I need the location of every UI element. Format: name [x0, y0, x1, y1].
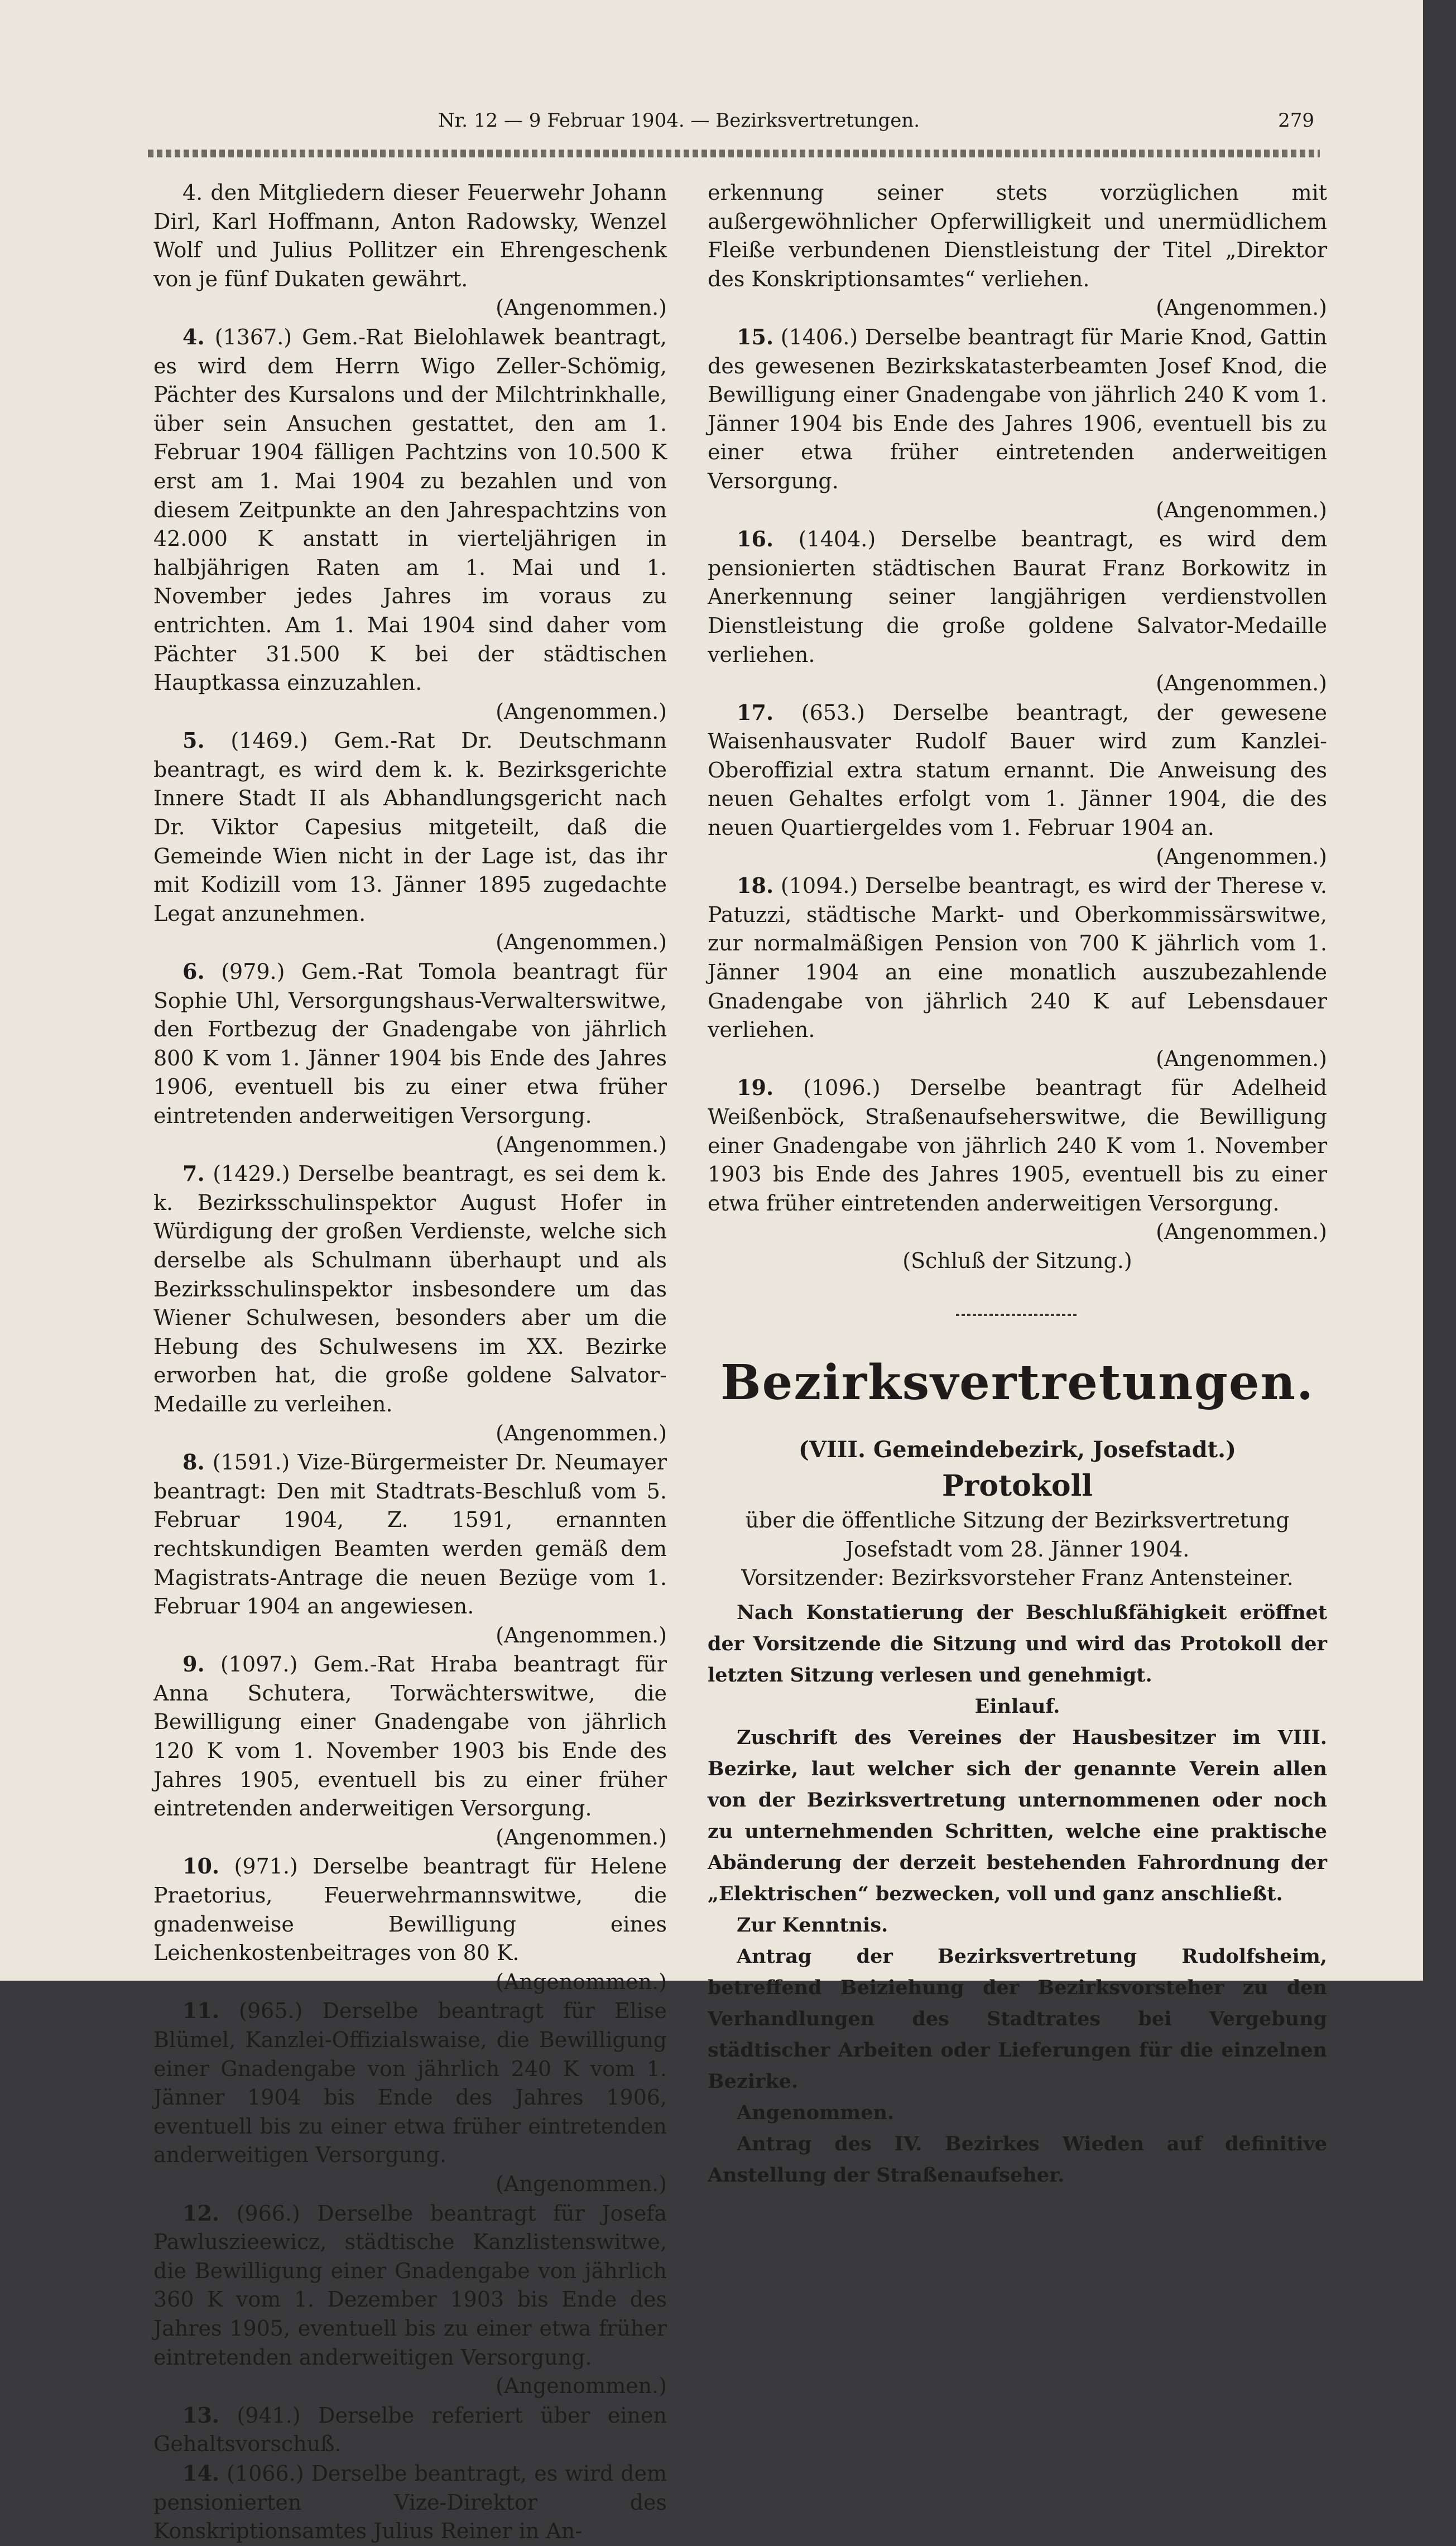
header-text: Nr. 12 — 9 Februar 1904. — Bezirksvertretungen.	[438, 109, 920, 132]
item-number: 7.	[182, 1161, 205, 1186]
opening-paragraph: Nach Konstatierung der Beschlußfähigkeit eröffnet der Vorsitzende die Sitzung und wird das Protokoll der letzten Sitzung verlesen und genehmigt.	[708, 1601, 1327, 1687]
paragraph-text: (941.) Derselbe referiert über einen Gehaltsvorschuß.	[153, 2403, 667, 2457]
status-accepted: (Angenommen.)	[496, 1622, 667, 1647]
status-accepted: (Angenommen.)	[1156, 1219, 1327, 1245]
paragraph-text: (1406.) Derselbe beantragt für Marie Knod, Gattin des gewesenen Bezirkskatasterbeamten Josef Knod, die Bewilligung einer Gnadengabe von jährlich 240 K vom 1. Jänner 1904 bis Ende des Jahres 1906, eventuell bis zu einer etwa früher eintretenden anderweitigen Versorgung.	[708, 324, 1327, 493]
item-number: 18.	[737, 873, 774, 899]
item-number: 8.	[182, 1449, 205, 1475]
district-heading: (VIII. Gemeindebezirk, Josefstadt.)	[799, 1436, 1236, 1463]
paragraph-text: (971.) Derselbe beantragt für Helene Praetorius, Feuerwehrmannswitwe, die gnadenweise Bewilligung eines Leichenkostenbeitrages von 80 K.	[153, 1854, 667, 1966]
paragraph-text: (1404.) Derselbe beantragt, es wird dem pensionierten städtischen Baurat Franz Borkowitz in Anerkennung seiner langjährigen verdienstvollen Dienstleistung die große goldene Salvator-Medaille verliehen.	[708, 527, 1327, 667]
protocol-subtitle: über die öffentliche Sitzung der Bezirksvertretung Josefstadt vom 28. Jänner 1904.	[745, 1508, 1290, 1562]
item-number: 12.	[182, 2200, 220, 2226]
paragraph-text: (653.) Derselbe beantragt, der gewesene Waisenhausvater Rudolf Bauer wird zum Kanzlei-Oberoffizial extra statum ernannt. Die Anweisung des neuen Gehaltes erfolgt vom 1. Jänner 1904, die des neuen Quartiergeldes vom 1. Februar 1904 an.	[708, 700, 1327, 840]
status-accepted: (Angenommen.)	[496, 1824, 667, 1850]
incoming-item: Zuschrift des Vereines der Hausbesitzer im VIII. Bezirke, laut welcher sich der genannte Verein allen von der Bezirksvertretung unternommenen oder noch zu unternehmenden Schritten, welche eine praktische Abänderung der derzeit bestehenden Fahrordnung der „Elektrischen“ bezwecken, voll und ganz anschließt.	[708, 1726, 1327, 1905]
status-accepted: (Angenommen.)	[1156, 844, 1327, 869]
paragraph	[153, 323, 667, 698]
section-divider	[956, 1314, 1079, 1316]
paragraph: 4. den Mitgliedern dieser Feuerwehr Johann Dirl, Karl Hoffmann, Anton Radowsky, Wenzel Wolf und Julius Pollitzer ein Ehrengeschenk von je fünf Dukaten gewährt.	[153, 180, 667, 291]
paragraph-text: (1429.) Derselbe beantragt, es sei dem k. k. Bezirksschulinspektor August Hofer in Würdigung der großen Verdienste, welche sich derselbe als Schulmann überhaupt und als Bezirksschulinspektor insbesondere um das Wiener Schulwesen, besonders aber um die Hebung des Schulwesens im XX. Bezirke erworben hat, die große goldene Salvator-Medaille zu verleihen.	[153, 1161, 667, 1416]
item-number: 11.	[182, 1998, 220, 2024]
paragraph	[153, 2199, 667, 2372]
paragraph-text: (1096.) Derselbe beantragt für Adelheid Weißenböck, Straßenaufseherswitwe, die Bewilligung einer Gnadengabe von jährlich 240 K vom 1. November 1903 bis Ende des Jahres 1905, eventuell bis zu einer etwa früher eintretenden anderweitigen Versorgung.	[708, 1075, 1327, 1216]
item-number: 15.	[737, 324, 774, 349]
header-rule	[148, 150, 1320, 157]
incoming-item: Antrag der Bezirksvertretung Rudolfsheim, betreffend Beiziehung der Bezirksvorsteher zu den Verhandlungen des Stadtrates bei Vergebung städtischer Arbeiten oder Lieferungen für die einzelnen Bezirke.	[708, 1944, 1327, 2093]
status-accepted: (Angenommen.)	[496, 1420, 667, 1445]
status-accepted: (Angenommen.)	[1156, 671, 1327, 696]
status-accepted: (Angenommen.)	[496, 2374, 667, 2399]
paragraph	[708, 698, 1327, 843]
paragraph-text: (965.) Derselbe beantragt für Elise Blümel, Kanzlei-Offizialswaise, die Bewilligung einer Gnadengabe von jährlich 240 K vom 1. Jänner 1904 bis Ende des Jahres 1906, eventuell bis zu einer etwa früher eintretenden anderweitigen Versorgung.	[153, 1999, 667, 2168]
paragraph	[708, 323, 1327, 496]
right-column	[708, 179, 1327, 2191]
paragraph-text: (979.) Gem.-Rat Tomola beantragt für Sophie Uhl, Versorgungshaus-Verwalterswitwe, den Fortbezug der Gnadengabe von jährlich 800 K vom 1. Jänner 1904 bis Ende des Jahres 1906, eventuell bis zu einer etwa früher eintretenden anderweitigen Versorgung.	[153, 959, 667, 1128]
chairman-line: Vorsitzender: Bezirksvorsteher Franz Antensteiner.	[741, 1565, 1294, 1591]
paragraph	[153, 957, 667, 1131]
paragraph	[153, 1448, 667, 1621]
status-accepted: (Angenommen.)	[1156, 1046, 1327, 1071]
incoming-item: Antrag des IV. Bezirkes Wieden auf definitive Anstellung der Straßenaufseher.	[708, 2132, 1327, 2187]
paragraph-text: (1094.) Derselbe beantragt, es wird der Therese v. Patuzzi, städtische Markt- und Oberkommissärswitwe, zur normalmäßigen Pension von 700 K jährlich vom 1. Jänner 1904 an eine monatlich auszubezahlende Gnadengabe von jährlich 240 K auf Lebensdauer verliehen.	[708, 873, 1327, 1043]
status-accepted: (Angenommen.)	[496, 2171, 667, 2196]
status-accepted: (Angenommen.)	[1156, 295, 1327, 320]
protocol-title: Protokoll	[941, 1469, 1093, 1503]
page-number: 279	[1278, 109, 1314, 132]
paragraph	[153, 2401, 667, 2459]
item-number: 6.	[182, 959, 205, 984]
paragraph	[153, 1852, 667, 1967]
item-number: 17.	[737, 699, 774, 725]
paragraph	[708, 871, 1327, 1045]
item-number: 14.	[182, 2460, 220, 2486]
paragraph	[708, 525, 1327, 669]
status-accepted: (Angenommen.)	[496, 1969, 667, 1994]
paragraph-text: (1097.) Gem.-Rat Hraba beantragt für Anna Schutera, Torwächterswitwe, die Bewilligung einer Gnadengabe von jährlich 120 K vom 1. November 1903 bis Ende des Jahres 1905, eventuell bis zu einer früher eintretenden anderweitigen Versorgung.	[153, 1652, 667, 1821]
section-title: Bezirksvertretungen.	[720, 1354, 1315, 1411]
item-number: 13.	[182, 2402, 220, 2428]
paragraph-text: (1591.) Vize-Bürgermeister Dr. Neumayer beantragt: Den mit Stadtrats-Beschluß vom 5. Februar 1904, Z. 1591, ernannten rechtskundigen Beamten werden gemäß dem Magistrats-Antrage die neuen Bezüge vom 1. Februar 1904 an angewiesen.	[153, 1450, 667, 1619]
paragraph	[153, 1650, 667, 1823]
incoming-resolution: Zur Kenntnis.	[737, 1913, 888, 1937]
paragraph	[153, 726, 667, 928]
paragraph-text: (966.) Derselbe beantragt für Josefa Pawluszieewicz, städtische Kanzlistenswitwe, die Bewilligung einer Gnadengabe von jährlich 360 K vom 1. Dezember 1903 bis Ende des Jahres 1905, eventuell bis zu einer etwa früher eintretenden anderweitigen Versorgung.	[153, 2201, 667, 2370]
item-number: 9.	[182, 1651, 205, 1677]
paragraph	[153, 1159, 667, 1419]
paragraph-text: (1469.) Gem.-Rat Dr. Deutschmann beantragt, es wird dem k. k. Bezirksgerichte Innere Stadt II als Abhandlungsgericht nach Dr. Viktor Capesius mitgeteilt, daß die Gemeinde Wien nicht in der Lage ist, das ihr mit Kodizill vom 13. Jänner 1895 zugedachte Legat anzunehmen.	[153, 728, 667, 926]
session-closing: (Schluß der Sitzung.)	[902, 1248, 1132, 1273]
left-column	[153, 179, 667, 2546]
paragraph-text: (1066.) Derselbe beantragt, es wird dem pensionierten Vize-Direktor des Konskriptionsamtes Julius Reiner in An-	[153, 2461, 667, 2544]
status-accepted: (Angenommen.)	[496, 1132, 667, 1157]
paragraph	[153, 2459, 667, 2546]
page-header	[153, 109, 1314, 143]
paragraph	[708, 1073, 1327, 1218]
status-accepted: (Angenommen.)	[496, 930, 667, 955]
item-number: 5.	[182, 728, 205, 753]
paragraph: erkennung seiner stets vorzüglichen mit außergewöhnlicher Opferwilligkeit und unermüdlichem Fleiße verbundenen Dienstleistung der Titel „Direktor des Konskriptionsamtes“ verliehen.	[708, 180, 1327, 291]
item-number: 16.	[737, 526, 774, 552]
item-number: 10.	[182, 1853, 220, 1879]
status-accepted: (Angenommen.)	[1156, 497, 1327, 522]
status-accepted: (Angenommen.)	[496, 699, 667, 724]
paragraph-text: (1367.) Gem.-Rat Bielohlawek beantragt, es wird dem Herrn Wigo Zeller-Schömig, Pächter des Kursalons und der Milchtrinkhalle, über sein Ansuchen gestattet, den am 1. Februar 1904 fälligen Pachtzins von 10.500 K erst am 1. Mai 1904 zu bezahlen und von diesem Zeitpunkte an den Jahrespachtzins von 42.000 K anstatt in vierteljährigen in halbjährigen Raten am 1. Mai und 1. November jedes Jahres im voraus zu entrichten. Am 1. Mai 1904 sind daher vom Pächter 31.500 K bei der städtischen Hauptkassa einzuzahlen.	[153, 324, 667, 695]
einlauf-heading: Einlauf.	[974, 1694, 1060, 1718]
item-number: 19.	[737, 1075, 774, 1101]
item-number: 4.	[182, 324, 205, 349]
paragraph	[153, 1996, 667, 2170]
incoming-resolution: Angenommen.	[737, 2101, 895, 2124]
status-accepted: (Angenommen.)	[496, 295, 667, 320]
